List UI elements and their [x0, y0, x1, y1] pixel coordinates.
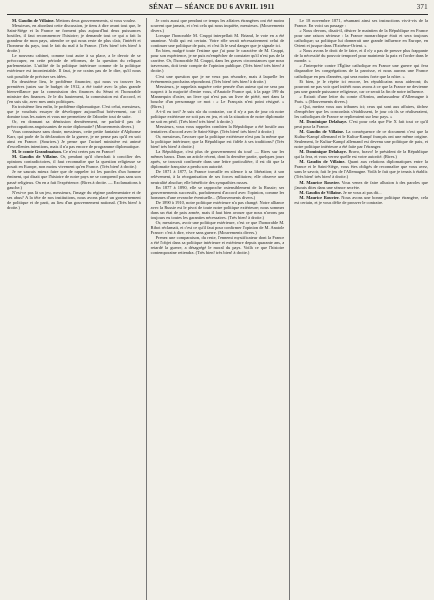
paragraph-text: Or, messieurs, l'avouer que la politique extérieure n'est pas la même que la politique intérieure; que la République est fidèle à ses traditions? (Très bien! très bien! à droite.) — [150, 134, 285, 150]
paragraph-text: Quant aux relations diplomatiques entre la France et le Saint-Siège, vous êtes obligés de reconnaître que vous avez, sans le savoir, fait le jeu de l'Allemagne. Voilà le fait que je tenais à établir. (Très bien! très bien! à droite.) — [294, 159, 428, 180]
paragraph-text: De 1871 à 1877, la France travaille en silence à sa libération; à son relèvement, à la réorganisation de ses forces militaires; elle observe une neutralité absolue; elle bénéficie des sympathies russes. — [150, 169, 285, 185]
paragraph — [151, 185, 285, 200]
paragraph — [151, 74, 285, 84]
speaker-name: M. Dominique Delahaye. — [299, 149, 347, 155]
speaker-name: M. Maurice Rouvier. — [299, 194, 340, 200]
paragraph-text: Ce n'est certes pas en France! — [62, 149, 115, 155]
paragraph-text: Le nouveau cabinet, comme tout autre à sa place, a le devoir de se préoccuper, en cette période de réformes, de la question du reliquat parlementaire. L'utilité de la politique intérieure comme de la politique extérieure est incontestable. Il faut, je ne crains pas de le dire, qu'il nous soit possible de préciser ses idées. — [7, 53, 141, 79]
paragraph-text: Prenez une comparaison, du reste, l'ennemi mystificateur dont la France a été l'objet dans sa politique intérieure et extérieure depuis quarante ans, a retardé la guerre, a désagrégé le moral du pays. Voilà ce que l'histoire contemporaine retiendra. (Très bien! très bien! à droite.) — [150, 235, 285, 256]
paragraph-text: La conséquence de ce document c'est que la Kultur-Kampf allemand et le Kultur-Kampf français ont une même origine. Seulement, le Kultur-Kampf allemand est devenu une politique de paix, et notre politique intérieure a été faite par l'étranger. — [294, 129, 428, 150]
paragraph — [151, 48, 285, 73]
paragraph — [7, 104, 141, 119]
paragraph-text: A-t-il eu tort? Je suis sûr du contraire, car il n'y a pas de jour où notre politique extérieure ne soit pas en jeu, et où la situation de notre diplomatie ne soit en péril. (Très bien! très bien! à droite.) — [150, 108, 285, 124]
paragraph — [7, 129, 141, 149]
speaker-name: M. Gaudin de Villaine. — [299, 159, 346, 165]
paragraph — [7, 169, 141, 189]
paragraph — [151, 235, 285, 255]
paragraph — [7, 23, 141, 53]
paragraph-text: C'est pour cela que Pie X fait tout ce qu'il peut pour la France. — [294, 118, 428, 129]
paragraph-text: N'est-ce pas là un jeu, messieurs, l'image du régime parlementaire et de ses abus? A la tête de nos institutions, nous avons placé un gouvernement de politique et de parti, au lieu d'un gouvernement national. (Très bien! à droite.) — [7, 189, 141, 210]
paragraph-text: Le 18 novembre 1871, résumant ainsi ses instructions vis-à-vis de la France. En voici un passage : — [294, 18, 428, 29]
paragraph — [294, 94, 428, 104]
paragraph — [151, 149, 285, 169]
text-columns — [7, 18, 428, 600]
paragraph — [151, 109, 285, 124]
paragraph — [7, 119, 141, 129]
header-title: SÉNAT — SÉANCE DU 6 AVRIL 1911 — [148, 3, 275, 11]
paragraph-text: Lorsque l'honorable M. Cruppi interpellait M. Briand, le vote en a été unanime. Voilà qui est certain. Votre rôle serait nécessairement celui de continuer une politique de paix, et c'est là le seul danger que je signale ici. — [150, 33, 285, 49]
paragraph — [294, 48, 428, 63]
speaker-name: M. Gaudin de Villaine. — [12, 154, 59, 160]
paragraph-text: Je crois aussi que pendant ce temps les affaires étrangères ont été moins souvent que jamais, et c'est cela qui nous inquiète, messieurs. (Mouvements divers.) — [150, 18, 285, 34]
paragraph — [151, 220, 285, 235]
paragraph-text: « J'interprète contre l'Église catholique en France une guerre qui fera disparaître les congrégations de la paroisse, et nous aurons une France catholique en peu d'années, qui sera moins forte que la nôtre. » — [294, 63, 428, 79]
paragraph-text: Messieurs, en abordant cette discussion, je tiens à dire avant tout que, le Saint-Siège et la France ne forment plus aujourd'hui deux puissances hostiles, il faut recommencer l'histoire; je demande tout ce qui a fait la grandeur de mon pays, attendre ce qui nous reste de plus clair, l'intérêt et l'honneur du pays, tout le fait du mal à la France. (Très bien! très bien! à droite.) — [7, 23, 141, 54]
page-number: 371 — [416, 3, 428, 11]
paragraph — [151, 124, 285, 134]
paragraph-text: En troisième lieu enfin, le problème diplomatique. C'est celui, messieurs, que je voudrais essayer de développer aujourd'hui brièvement, car il domine tous les autres et vous me permettrez de l'aborder tout de suite. — [7, 103, 141, 119]
paragraph-text: « Qui, mettez vous aux tribunes ici; ceux qui sont aux affaires, tâchez d'empêcher que les concordats s'établissent, le jour où ils se réaliseraient, les catholiques de France se replieraient sur leur pays. » — [294, 103, 428, 119]
speaker-name: M. le comte Grandmaison. — [12, 149, 62, 155]
speaker-name: M. Gaudin de Villaine. — [299, 189, 342, 195]
paragraph-text: En 1877 à 1890, elle se rapproche ostensiblement de la Russie; ses gouvernements successifs, parfaitement d'accord avec l'opinion, comme les hommes d'une revanche éventuelle... (Mouvements divers.) — [150, 184, 285, 200]
paragraph-text: Bravo, bravo! le président de la République qui la fera, et vous verrez quelle est votre autorité. (Rires.) — [294, 149, 428, 160]
paragraph-text: Or, pendant qu'il cherchait à concilier des opinions contradictoires, il faut reconnaître que la question religieuse se posait en Europe, non moins vivement qu'en France. (Très bien! à droite.) — [7, 154, 141, 170]
paragraph-text: Je ne vous ai pas dit... — [343, 189, 382, 195]
paragraph — [294, 18, 428, 28]
paragraph — [294, 149, 428, 159]
paragraph-text: Vous connaissez sans doute, messieurs, cette petite fantaisie d'Alphonse Karr, qui parle de la déclaration de la guerre, je ne pense pas qu'il en soit ainsi en France. (Sourires.) Je pense que l'actuel ministère est animé d'excellentes intentions, mais il n'a pas encore de programme diplomatique. — [7, 129, 141, 150]
paragraph — [7, 190, 141, 210]
paragraph — [294, 79, 428, 94]
paragraph — [151, 33, 285, 48]
paragraph-text: « Extrait d'une lettre du comte d'Arnim, ambassadeur d'Allemagne à Paris. » (Mouvements divers.) — [294, 93, 428, 104]
paragraph — [294, 159, 428, 179]
page-header — [7, 3, 428, 15]
paragraph — [294, 119, 428, 129]
paragraph-text: La République, c'est plus de gouvernement du tout! — Rires sur les mêmes bancs. Dans un article récent, dont la dernière partie, quelques jours après, se trouvait confirmée dans une lettre particulière, il est dit que la diplomatie française a perdu son autorité. — [150, 149, 285, 170]
paragraph — [294, 28, 428, 48]
paragraph-text: « Nous devons, disait-il, désirer le maintien de la République en France pour une raison sérieuse : la France monarchique était et sera toujours catholique; sa politique lui donnerait une grande influence en Europe, en Orient et jusque dans l'Extrême-Orient. » — [294, 28, 428, 49]
paragraph-text: Et bien, je le répète ici encore, les républicains nous aideront; ils pourront ne pas voir quel intérêt nous avons à ce que la France ne devienne pas une grande puissance religieuse, car ce serait la fin de notre influence. — [294, 78, 428, 94]
speaker-name: M. Maurice Rouvier. — [299, 179, 340, 185]
paragraph-text: En deuxième lieu, le problème financier, qui nous va trouver les premières justes sur le budget de 1912, a été traité avec la plus grande bienveillance par la commission des finances du Sénat et l'honorable ministre des finances. Je le dis hautement, la commission est d'accord, et j'en suis sûr, avec mes amis politiques. — [7, 78, 141, 104]
paragraph — [151, 169, 285, 184]
paragraph-text: Or, en donnant sa démission dernièrement, ne parlait-il pas de préoccupations angoissantes de notre diplomatie? (Mouvements divers.) — [7, 118, 141, 129]
column-3 — [289, 18, 428, 600]
paragraph — [151, 84, 285, 109]
paragraph — [294, 180, 428, 190]
column-1 — [7, 18, 141, 600]
column-2 — [146, 18, 285, 600]
speaker-name: M. Dominique Delahaye. — [299, 118, 348, 124]
paragraph — [151, 134, 285, 149]
paragraph — [151, 200, 285, 220]
speaker-name: M. Gaudin de Villaine. — [12, 18, 55, 23]
paragraph-text: En bien, malgré toute l'estime que j'ai pour le caractère de M. Cruppi, pour son expérience, je ne puis m'empêcher de constater qu'il n'est pas de la carrière. Or, l'honorable M. Cruppi, dans les graves circonstances que nous traversons, doit tenir compte de l'opinion publique. (Très bien! très bien! à droite.) — [150, 48, 285, 74]
paragraph — [294, 195, 428, 205]
paragraph-text: Vous venez de faire allusion à des paroles que j'aurais dites dans une séance secrète. — [294, 179, 428, 190]
paragraph-text: Nous avons une bonne politique étrangère, cela est certain, et je vous défie de prouver le contraire. — [294, 194, 428, 205]
paragraph — [294, 129, 428, 149]
paragraph-text: « Nous avons le droit de le faire, et il n'y a pas de preuve plus frappante de la nécessité du pouvoir temporel pour maintenir la paix et l'ordre dans le monde. » — [294, 48, 428, 64]
paragraph — [7, 53, 141, 78]
paragraph — [7, 79, 141, 104]
paragraph-text: Or, messieurs, avoir une politique extérieure, c'est ce que l'honorable M. Ribot réclamait, et c'est ce qu'il faut pour confirmer l'opinion de M. Anatole France: c'est à dire, vivre sans guerre. (Mouvements divers.) — [150, 219, 285, 235]
paragraph — [294, 104, 428, 119]
paragraph — [151, 18, 285, 33]
paragraph-text: De 1890 à 1910, notre politique extérieure n'a pas changé. Notre alliance avec la Russie est le pivot de toute notre politique extérieure; nous sommes dans un état de paix armée, mais il faut bien avouer que nous n'avons pas toujours eu toutes les garanties nécessaires. (Très bien! à droite.) — [150, 199, 285, 220]
paragraph — [7, 154, 141, 169]
paragraph — [294, 63, 428, 78]
speaker-name: M. Gaudin de Villaine. — [299, 129, 345, 135]
paragraph-text: C'est une question que je ne veux pas résoudre, mais à laquelle les événements prochains répondront. (Très bien! très bien! à droite.) — [150, 73, 285, 84]
paragraph-text: Messieurs, je rappelais naguère cette pensée d'un auteur qui ne sera pas suspect à la majorité d'entre vous, d'Anatole France qui, à la page 199 du Mannequin d'osier, un livre qui n'est pas un livre de piété, met dans la bouche d'un personnage ce mot : « Le Français n'est point résigné. » (Rires.) — [150, 83, 285, 109]
paragraph-text: Mettons deux gouvernements, si vous voulez. — [55, 18, 137, 23]
paragraph-text: Je ne saurais mieux faire que de rappeler ici les paroles d'un homme éminent, qui disait que l'histoire de notre pays ne se comprend pas sans son passé religieux. On en a fait l'expérience. (Rires à droite. — Exclamations à gauche.) — [7, 169, 141, 190]
paragraph-text: Messieurs, vous vous rappelez combien la République a été hostile aux tentatives d'accord avec le Saint-Siège. (Très bien! très bien! à droite.) — [150, 123, 285, 135]
